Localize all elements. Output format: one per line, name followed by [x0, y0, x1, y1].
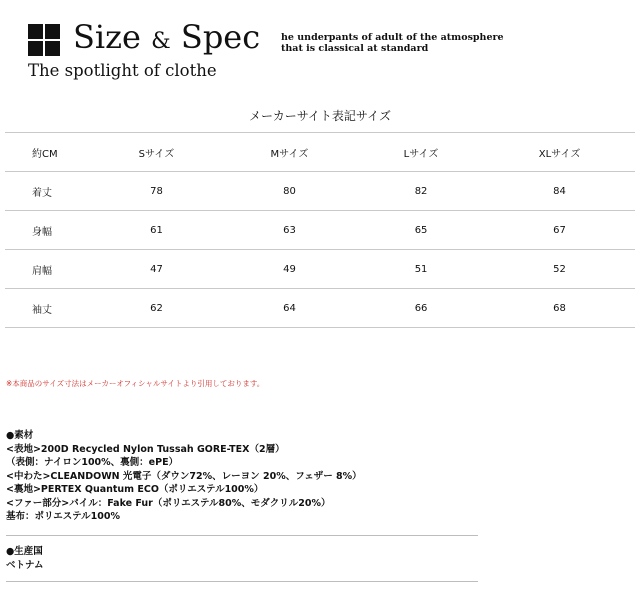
origin-section: [6, 545, 478, 572]
brand-tagline: [281, 32, 504, 54]
size-source-note: ※本商品のサイズ寸法はメーカーオフィシャルサイトより引用しております。: [6, 379, 265, 388]
row-label: 袖丈: [5, 289, 92, 328]
brand-tagline-line-2: that is classical at standard: [281, 43, 429, 54]
table-cell: 78: [92, 172, 221, 211]
table-cell: 49: [221, 250, 358, 289]
brand-subtitle: The spotlight of clothe: [28, 61, 217, 80]
material-line: <表地>200D Recycled Nylon Tussah GORE-TEX（2層）: [6, 443, 285, 455]
table-cell: 82: [358, 172, 484, 211]
table-cell: 64: [221, 289, 358, 328]
table-cell: 51: [358, 250, 484, 289]
table-cell: 47: [92, 250, 221, 289]
material-line: 基布：ポリエステル100%: [6, 511, 120, 522]
material-line: <中わた>CLEANDOWN 光電子（ダウン72%、レーヨン 20%、フェザー 8%）: [6, 470, 362, 482]
origin-value: ベトナム: [6, 559, 44, 571]
section-divider: [6, 581, 478, 582]
table-row: [5, 250, 635, 289]
header-cell-unit: 約CM: [5, 133, 92, 172]
row-label: 身幅: [5, 211, 92, 250]
table-cell: 66: [358, 289, 484, 328]
grid-logo-icon: [28, 24, 60, 56]
brand-title-amp: &: [151, 29, 171, 54]
size-table-title: メーカーサイト表記サイズ: [249, 109, 391, 123]
table-row: [5, 172, 635, 211]
table-cell: 68: [484, 289, 635, 328]
table-row: [5, 289, 635, 328]
table-cell: 84: [484, 172, 635, 211]
material-line: （表側：ナイロン100%、裏側：ePE）: [6, 457, 179, 468]
table-cell: 67: [484, 211, 635, 250]
material-section: [6, 429, 478, 524]
material-title: ●素材: [6, 430, 34, 441]
table-row: [5, 211, 635, 250]
origin-title: ●生産国: [6, 546, 43, 557]
header-cell-m: Mサイズ: [221, 133, 358, 172]
table-cell: 80: [221, 172, 358, 211]
material-line: <ファー部分>パイル：Fake Fur（ポリエステル80%、モダクリル20%）: [6, 497, 331, 509]
header-cell-s: Sサイズ: [92, 133, 221, 172]
table-cell: 62: [92, 289, 221, 328]
table-cell: 63: [221, 211, 358, 250]
brand-title: [73, 18, 260, 56]
section-divider: [6, 535, 478, 536]
row-label: 着丈: [5, 172, 92, 211]
table-cell: 52: [484, 250, 635, 289]
material-line: <裏地>PERTEX Quantum ECO（ポリエステル100%）: [6, 484, 264, 495]
brand-title-word-2: Spec: [180, 18, 261, 56]
brand-tagline-line-1: he underpants of adult of the atmosphere: [281, 32, 504, 43]
brand-title-word-1: Size: [73, 18, 141, 56]
table-cell: 61: [92, 211, 221, 250]
size-table: [5, 132, 635, 328]
header-cell-l: Lサイズ: [358, 133, 484, 172]
row-label: 肩幅: [5, 250, 92, 289]
header-cell-xl: XLサイズ: [484, 133, 635, 172]
brand-header: [28, 18, 504, 84]
table-cell: 65: [358, 211, 484, 250]
size-table-header-row: [5, 133, 635, 172]
